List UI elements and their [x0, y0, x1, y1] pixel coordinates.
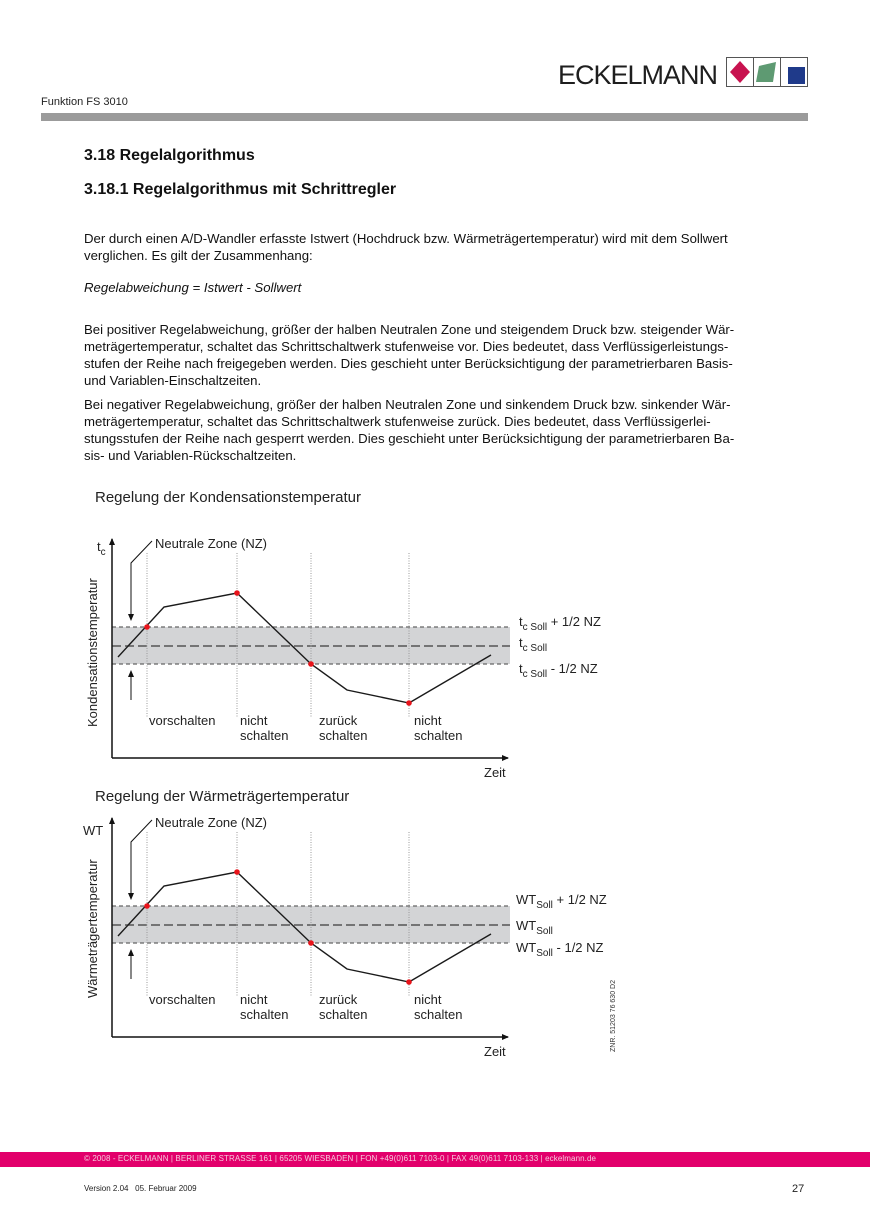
x-axis-label: Zeit	[484, 765, 506, 780]
text-line: meträgertemperatur, schaltet das Schrittschaltwerk stufenweise zurück. Dies bedeutet, dass Verflüssigerlei-	[84, 414, 711, 429]
phase-label: nicht	[240, 713, 268, 728]
upper-limit-rest: + 1/2 NZ	[547, 614, 601, 629]
y-symbol: WT	[83, 823, 104, 838]
y-axis-label: Kondensationstemperatur	[85, 578, 100, 727]
svg-text:tc Soll	[519, 635, 547, 654]
svg-text:WT	[83, 823, 103, 838]
lower-limit-sub: c Soll	[522, 669, 548, 680]
phase-label: nicht	[414, 713, 442, 728]
chart-title-heat-carrier: Regelung der Wärmeträgertemperatur	[95, 788, 350, 805]
lower-limit-sub: Soll	[536, 948, 553, 959]
lower-limit-label: t	[519, 661, 523, 676]
x-axis-label: Zeit	[484, 1044, 506, 1059]
y-axis-label: Wärmeträgertemperatur	[85, 859, 100, 998]
lower-limit-rest: - 1/2 NZ	[547, 661, 598, 676]
setpoint-sub: Soll	[536, 926, 553, 937]
svg-text:tc Soll - 1/2 NZ	[519, 661, 598, 680]
phase-label: zurück	[319, 992, 358, 1007]
text-line: und Variablen-Einschaltzeiten.	[84, 373, 262, 388]
phase-label: schalten	[319, 728, 368, 743]
setpoint-label: t	[519, 635, 523, 650]
svg-text:WTSoll - 1/2 NZ	[516, 940, 604, 959]
text-line: stufen der Reihe nach freigegeben werden. Dies geschieht unter Berücksichtigung der parametrierbaren Basis-	[84, 356, 733, 371]
text-line: Bei negativer Regelabweichung, größer der halben Neutralen Zone und sinkendem Druck bzw. sinkender Wär-	[84, 397, 731, 412]
text-line: Bei positiver Regelabweichung, größer der halben Neutralen Zone und steigendem Druck bzw. steigender Wär-	[84, 322, 735, 337]
drawing-number: ZNR. 51203 76 630 D2	[610, 980, 617, 1052]
setpoint-sub: c Soll	[522, 643, 548, 654]
neutral-zone-label: Neutrale Zone (NZ)	[155, 815, 267, 830]
subsection-title: 3.18.1 Regelalgorithmus mit Schrittregler	[84, 181, 397, 198]
chart-title-condensation: Regelung der Kondensationstemperatur	[95, 489, 362, 506]
running-head: Funktion FS 3010	[41, 96, 128, 108]
phase-label: vorschalten	[149, 713, 216, 728]
phase-label: schalten	[414, 1007, 463, 1022]
phase-label: nicht	[414, 992, 442, 1007]
phase-label: schalten	[319, 1007, 368, 1022]
brand-logo-text: ECKELMANN	[558, 60, 718, 90]
phase-label: nicht	[240, 992, 268, 1007]
svg-text:tc	[97, 539, 106, 558]
svg-text:WTSoll	[516, 918, 553, 937]
upper-limit-label: t	[519, 614, 523, 629]
intro-line: Der durch einen A/D-Wandler erfasste Istwert (Hochdruck bzw. Wärmeträgertemperatur) wird mit dem Sollwert	[84, 231, 728, 246]
phase-label: schalten	[414, 728, 463, 743]
version-date: Version 2.04 05. Februar 2009	[84, 1184, 197, 1193]
svg-text:tc Soll + 1/2 NZ	[519, 614, 601, 633]
upper-limit-sub: Soll	[536, 900, 553, 911]
section-title: 3.18 Regelalgorithmus	[84, 147, 255, 164]
lower-limit-rest: - 1/2 NZ	[552, 940, 604, 955]
text-line: sis- und Variablen-Rückschaltzeiten.	[84, 448, 297, 463]
phase-label: zurück	[319, 713, 358, 728]
phase-label: schalten	[240, 1007, 289, 1022]
y-symbol-sub: c	[100, 547, 106, 558]
footer-contact: © 2008 - ECKELMANN | BERLINER STRASSE 161 | 65205 WIESBADEN | FON +49(0)611 7103-0 | FAX 49(0)611 7103-133 | eckelmann.de	[84, 1154, 597, 1163]
phase-label: vorschalten	[149, 992, 216, 1007]
neutral-zone-label: Neutrale Zone (NZ)	[155, 536, 267, 551]
upper-limit-sub: c Soll	[522, 622, 548, 633]
text-line: meträgertemperatur, schaltet das Schrittschaltwerk stufenweise vor. Dies bedeutet, dass Verflüssigerleistungs-	[84, 339, 729, 354]
intro-line: verglichen. Es gilt der Zusammenhang:	[84, 248, 313, 263]
y-symbol: t	[97, 539, 101, 554]
upper-limit-label: WT	[516, 892, 537, 907]
upper-limit-rest: + 1/2 NZ	[552, 892, 607, 907]
setpoint-label: WT	[516, 918, 537, 933]
formula: Regelabweichung = Istwert - Sollwert	[84, 280, 302, 295]
text-line: stungsstufen der Reihe nach gesperrt werden. Dies geschieht unter Berücksichtigung der parametrierbaren Ba-	[84, 431, 735, 446]
page-number: 27	[792, 1183, 805, 1195]
svg-text:WTSoll + 1/2 NZ	[516, 892, 607, 911]
lower-limit-label: WT	[516, 940, 537, 955]
phase-label: schalten	[240, 728, 289, 743]
